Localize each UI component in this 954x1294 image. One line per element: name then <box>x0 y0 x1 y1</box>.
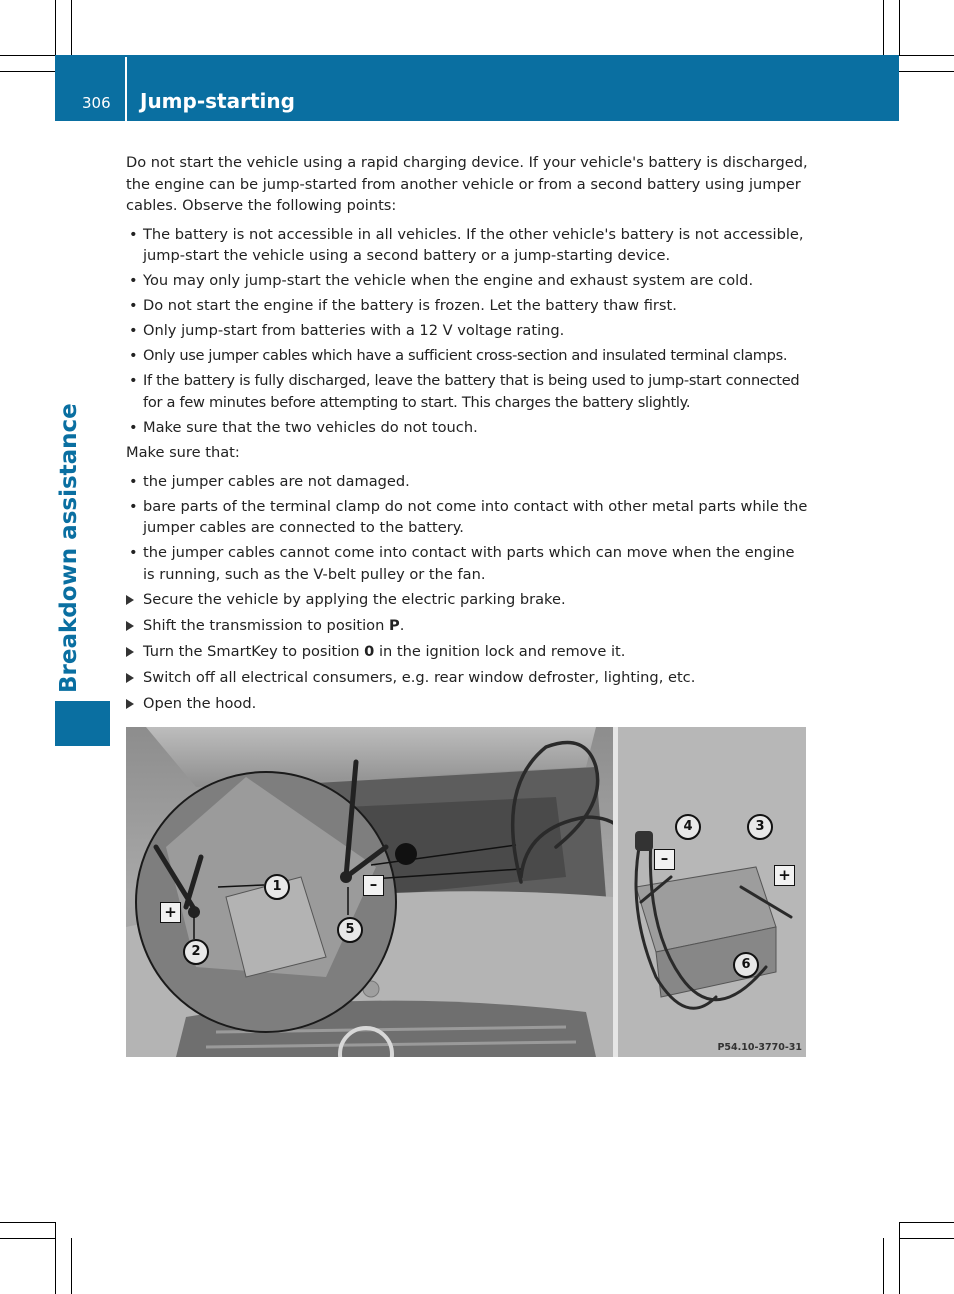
page-number: 306 <box>82 94 111 112</box>
list-item: • Make sure that the two vehicles do not touch. <box>126 417 808 439</box>
step-item <box>126 615 808 637</box>
callout-2: 2 <box>183 939 209 965</box>
list-item: • bare parts of the terminal clamp do not come into contact with other metal parts while the jumper cables are connected to the battery. <box>126 496 808 539</box>
list-item: • You may only jump-start the vehicle when the engine and exhaust system are cold. <box>126 270 808 292</box>
list-item: • the jumper cables cannot come into contact with parts which can move when the engine is running, such as the V-belt pulley or the fan. <box>126 542 808 585</box>
list-item: • Do not start the engine if the battery is frozen. Let the battery thaw first. <box>126 295 808 317</box>
cable-joint <box>395 843 417 865</box>
cable-connector <box>635 831 653 851</box>
step-arrow-icon <box>126 595 134 605</box>
clamp-joint <box>188 906 200 918</box>
step-arrow-icon <box>126 647 134 657</box>
minus-label: – <box>363 875 384 896</box>
list-item: • Only jump-start from batteries with a 12 V voltage rating. <box>126 320 808 342</box>
callout-5: 5 <box>337 917 363 943</box>
crop-mark <box>71 0 72 56</box>
crop-mark <box>899 1222 954 1223</box>
jump-start-illustration <box>126 727 806 1057</box>
list-item: • Only use jumper cables which have a sufficient cross-section and insulated terminal clamps. <box>126 345 808 367</box>
crop-mark <box>0 71 56 72</box>
callout-4: 4 <box>675 814 701 840</box>
step-item <box>126 641 808 663</box>
step-text: in the ignition lock and remove it. <box>374 642 626 660</box>
plus-label: + <box>774 865 795 886</box>
step-text: Open the hood. <box>143 694 257 712</box>
crop-mark <box>55 0 56 56</box>
step-arrow-icon <box>126 699 134 709</box>
step-text: Turn the SmartKey to position <box>143 642 365 660</box>
step-text: . <box>399 617 405 635</box>
crop-mark <box>899 0 900 56</box>
crop-mark <box>0 1222 56 1223</box>
page-title: Jump-starting <box>140 89 295 113</box>
step-bold: 0 <box>364 642 375 660</box>
callout-6: 6 <box>733 952 759 978</box>
panel-divider <box>613 727 618 1057</box>
list-item: • the jumper cables are not damaged. <box>126 471 808 493</box>
crop-mark <box>0 1238 56 1239</box>
step-text: Shift the transmission to position <box>143 617 389 635</box>
crop-mark <box>883 0 884 56</box>
crop-mark <box>899 71 954 72</box>
intro-paragraph: Do not start the vehicle using a rapid charging device. If your vehicle's battery is discharged, the engine can be jump-started from another vehicle or from a second battery using jumper cables. Observe the following points: <box>126 154 808 214</box>
step-arrow-icon <box>126 673 134 683</box>
crop-mark <box>899 55 954 56</box>
minus-label: – <box>654 849 675 870</box>
plus-label: + <box>160 902 181 923</box>
precaution-list <box>126 224 808 439</box>
step-item <box>126 693 808 715</box>
section-tab-label: Breakdown assistance <box>56 403 82 693</box>
header-divider <box>125 57 127 121</box>
step-bold: P <box>389 617 400 635</box>
main-content <box>126 152 808 718</box>
step-item <box>126 667 808 689</box>
clamp-joint <box>340 871 352 883</box>
step-item <box>126 589 808 611</box>
callout-1: 1 <box>264 874 290 900</box>
step-text: Secure the vehicle by applying the electric parking brake. <box>143 591 566 609</box>
crop-mark <box>55 1222 56 1294</box>
crop-mark <box>71 1238 72 1294</box>
crop-mark <box>0 55 56 56</box>
crop-mark <box>899 1238 954 1239</box>
step-list <box>126 589 808 714</box>
check-list <box>126 471 808 586</box>
step-arrow-icon <box>126 621 134 631</box>
figure-reference-code: P54.10-3770-31 <box>717 1042 802 1053</box>
illustration-svg <box>126 727 806 1057</box>
list-item: • If the battery is fully discharged, leave the battery that is being used to jump-start connected for a few minutes before attempting to start. This charges the battery slightly. <box>126 370 808 413</box>
step-text: Switch off all electrical consumers, e.g. rear window defroster, lighting, etc. <box>143 668 696 686</box>
make-sure-label: Make sure that: <box>126 444 240 462</box>
callout-3: 3 <box>747 814 773 840</box>
crop-mark <box>883 1238 884 1294</box>
crop-mark <box>899 1222 900 1294</box>
list-item: • The battery is not accessible in all vehicles. If the other vehicle's battery is not accessible, jump-start the vehicle using a second battery or a jump-starting device. <box>126 224 808 267</box>
section-tab-marker <box>55 701 110 746</box>
